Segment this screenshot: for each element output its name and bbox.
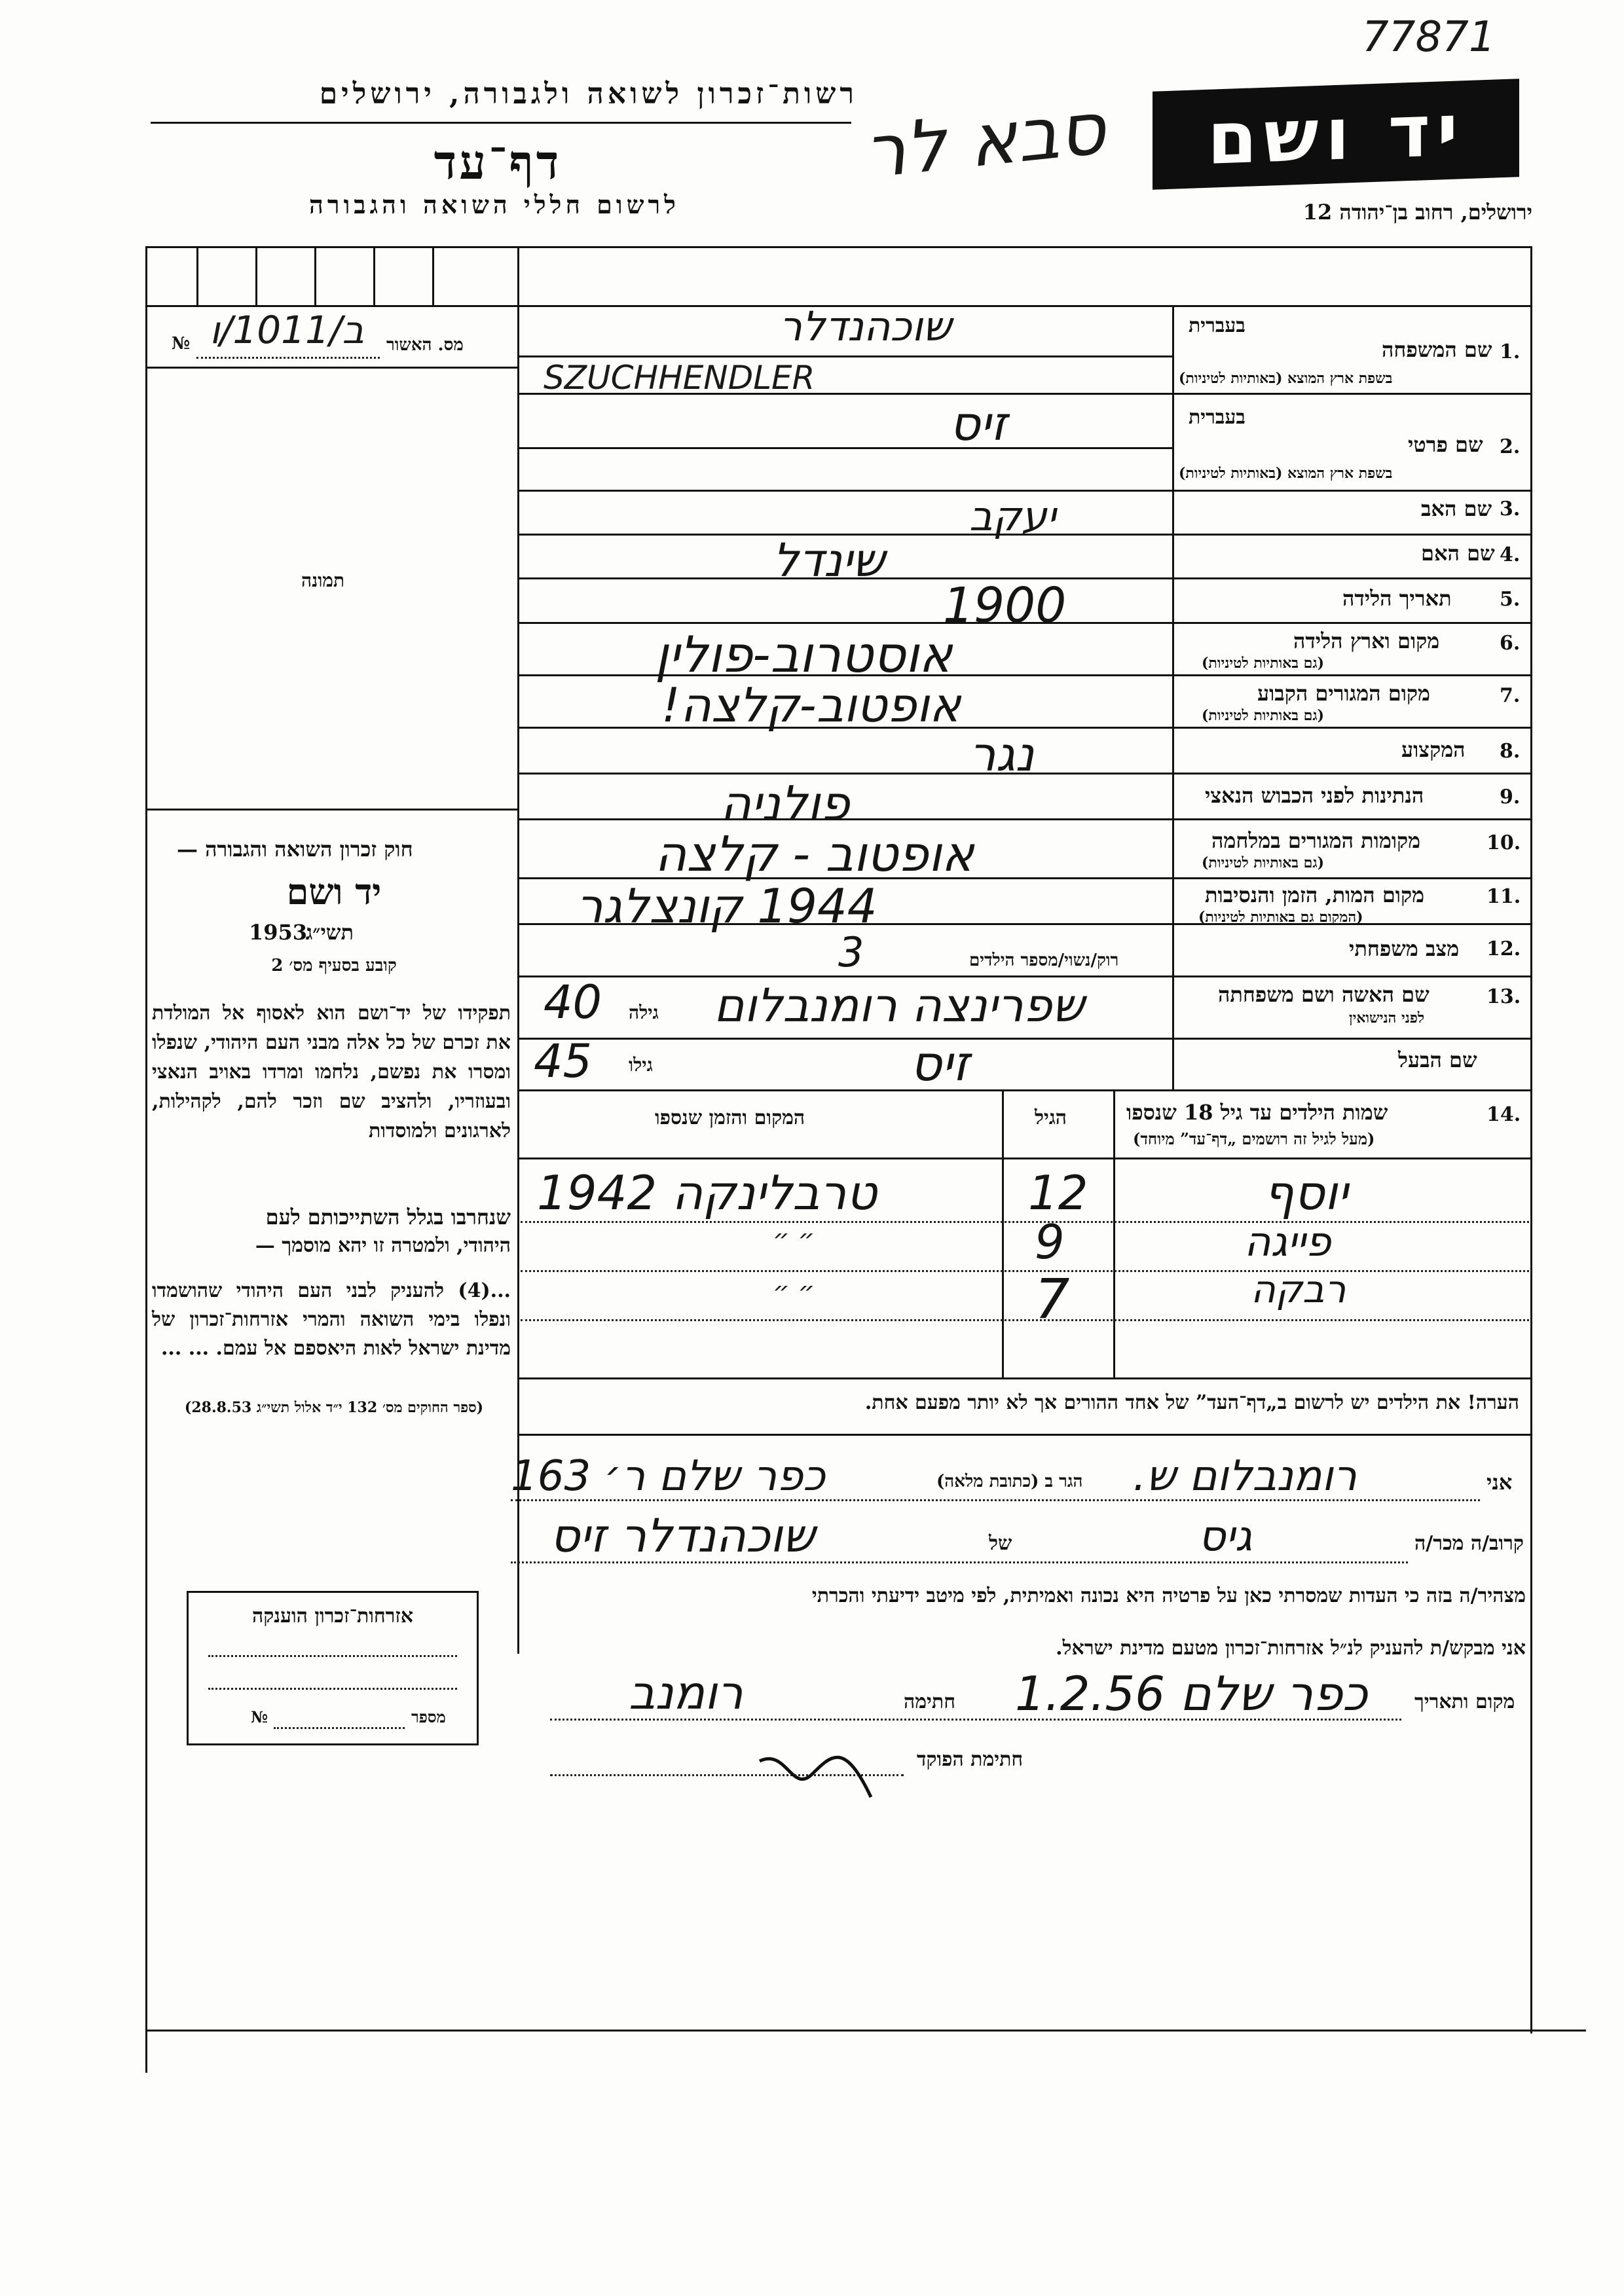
of-label: של	[989, 1532, 1012, 1555]
f11-sub: (המקום גם באותיות לטיניות)	[1198, 909, 1363, 926]
citizenship-no-mark: №	[251, 1707, 268, 1726]
f5-label: תאריך הלידה	[1342, 586, 1452, 611]
field-number: 14.	[1486, 1103, 1521, 1126]
org-underline	[151, 122, 851, 124]
place-date-value: כפר שלם 1.2.56	[1015, 1666, 1368, 1721]
f2-label: שם פרטי	[1408, 432, 1483, 457]
child-place: טרבלינקה 1942	[537, 1165, 877, 1220]
f10-label: מקומות המגורים במלחמה	[1211, 828, 1421, 853]
f7-sub: (גם באותיות לטיניות)	[1202, 707, 1325, 724]
frame-top	[145, 246, 1532, 248]
law-text-2: היהודי, ולמטרה זו יהא מוסמך —	[255, 1234, 511, 1257]
f2-sub: בשפת ארץ המוצא (באותיות לטיניות)	[1179, 465, 1393, 482]
f13-label: שם האשה ושם משפחתה	[1218, 982, 1430, 1007]
strip-cell	[432, 246, 434, 305]
address: ירושלים, רחוב בן־יהודה 12	[1302, 200, 1532, 225]
yad-vashem-logo	[1153, 79, 1519, 190]
law-text-3: ...(4) להעניק לבני העם היהודי שהושמדו ונפלו בימי השואה והמרי אזרחות־זכרון של מדינת ישראל לאות היאספם אל עמם. ... ...	[152, 1279, 511, 1360]
approval-no-mark: №	[172, 334, 191, 354]
child-place: ״ ״	[773, 1277, 815, 1307]
form-subtitle: לרשום חללי השואה והגבורה	[309, 190, 680, 219]
f1-label: שם המשפחה	[1382, 337, 1492, 362]
frame-bottom-line	[145, 2030, 1586, 2032]
law-clause: קובע בסעיף מס׳ 2	[271, 956, 397, 975]
approval-line	[145, 367, 519, 369]
strip-cell	[373, 246, 375, 305]
husband-value: זיס	[910, 1036, 970, 1092]
strip-cell	[255, 246, 257, 305]
col-place-header: המקום והזמן שנספו	[655, 1106, 805, 1129]
frame-right	[1530, 246, 1532, 2033]
child-age: 7	[1035, 1267, 1070, 1331]
place-date-label: מקום ותאריך	[1414, 1690, 1515, 1713]
f1-sub: בשפת ארץ המוצא (באותיות לטיניות)	[1179, 370, 1393, 387]
children-header-line	[517, 1157, 1530, 1159]
f12-label: מצב משפחתי	[1349, 936, 1460, 961]
field-number: 5.	[1500, 588, 1521, 611]
form-title: דף־עד	[434, 134, 562, 190]
children-row-dots	[521, 1221, 1529, 1223]
f6-value: אוסטרוב-פולין	[655, 625, 953, 683]
child-place: ״ ״	[773, 1224, 815, 1254]
decl-dots-1	[511, 1499, 1480, 1501]
field-number: 7.	[1500, 684, 1521, 707]
of-value: שוכהנדלר זיס	[550, 1509, 815, 1563]
law-name: יד ושם	[286, 871, 382, 913]
citizenship-dots-1	[208, 1655, 457, 1657]
f5-value: 1900	[943, 577, 1067, 634]
law-text-1: תפקידו של יד־ושם הוא לאסוף אל המולדת את זכרם של כל אלה מבני העם היהודי, שנפלו ומסרו את נפשם, נלחמו ומרדו באויב הנאצי ובעוזריו, ולהציב שם וזכר להם, לקהילות, לארגונים ולמוסדות	[152, 1002, 511, 1142]
photo-label: תמונה	[301, 570, 345, 591]
f1-value-heb: שוכהנדלר	[779, 302, 952, 350]
f9-label: הנתינות לפני הכבוש הנאצי	[1205, 783, 1424, 808]
note-top-line	[517, 1377, 1530, 1379]
law-source: (ספר החוקים מס׳ 132 י״ד אלול תשי״ג 28.8.53)	[184, 1399, 484, 1416]
field-number: 10.	[1486, 831, 1521, 854]
f4-value: שינדל	[773, 534, 885, 587]
f3-label: שם האב	[1421, 496, 1492, 521]
f1-heb: בעברית	[1189, 314, 1246, 337]
signature-label: חתימה	[904, 1690, 955, 1713]
citizenship-box	[187, 1591, 479, 1745]
f7-label: מקום המגורים הקבוע	[1257, 681, 1430, 706]
f13-sub: לפני הנישואין	[1349, 1010, 1425, 1027]
f13-age: 40	[544, 975, 602, 1029]
f2-heb: בעברית	[1189, 406, 1246, 429]
resides-label: הגר ב (כתובת מלאה)	[936, 1472, 1083, 1491]
note: הערה! את הילדים יש לרשום ב„דף־העד” של אחד ההורים אך לא יותר מפעם אחת.	[864, 1391, 1519, 1414]
f11-value: 1944 קונצלגר	[576, 879, 877, 934]
approval-dots	[196, 357, 380, 359]
margin-note: סבא לר	[860, 86, 1109, 194]
address-value: כפר שלם ר׳ 163	[511, 1452, 826, 1501]
photo-bottom-line	[145, 809, 519, 811]
child-age: 12	[1028, 1165, 1088, 1220]
child-age: 9	[1035, 1214, 1065, 1269]
citizenship-dots-3	[274, 1727, 405, 1729]
f8-label: המקצוע	[1401, 737, 1466, 762]
husband-label: שם הבעל	[1398, 1048, 1477, 1072]
husband-age-label: גילו	[629, 1054, 653, 1076]
row-line	[517, 355, 1172, 357]
f13-age-label: גילה	[629, 1002, 659, 1023]
f7-value: אופטוב-קלצה!	[661, 678, 961, 733]
signature-value: רומנב	[629, 1666, 743, 1720]
f12-inline: רוק/נשוי/מספר הילדים	[969, 951, 1119, 970]
children-divider-name	[1113, 1089, 1115, 1377]
field-number: 1.	[1500, 340, 1521, 363]
official-signature	[753, 1735, 884, 1807]
strip-cell	[314, 246, 316, 305]
decl-dots-2	[511, 1561, 1408, 1563]
label-divider	[1172, 305, 1174, 1089]
children-divider-age	[1002, 1089, 1004, 1377]
column-divider	[517, 246, 519, 1654]
f6-sub: (גם באותיות לטיניות)	[1202, 655, 1325, 672]
row-line	[517, 490, 1530, 492]
f12-value: 3	[838, 928, 864, 976]
husband-age: 45	[534, 1034, 593, 1088]
row-line	[517, 1089, 1530, 1091]
f2-value: זיס	[950, 396, 1007, 451]
field-number: 4.	[1500, 543, 1521, 566]
f10-sub: (גם באותיות לטיניות)	[1202, 854, 1325, 871]
field-number: 8.	[1500, 740, 1521, 763]
col-age-header: הגיל	[1035, 1106, 1067, 1129]
declaration: מצהיר/ה בזה כי העדות שמסרתי כאן על פרטיה היא נכונה ואמיתית, לפי מיטב ידיעתי והכרתי	[811, 1584, 1526, 1607]
child-name: פייגה	[1244, 1218, 1331, 1266]
citizenship-dots-2	[208, 1688, 457, 1690]
row-line	[517, 447, 1172, 449]
children-row-dots	[521, 1270, 1529, 1272]
f9-value: פולניה	[720, 776, 850, 831]
f4-label: שם האם	[1421, 541, 1495, 566]
f13-value: שפרינצה רומנבלום	[714, 979, 1084, 1032]
field-number: 11.	[1486, 885, 1521, 908]
field-number: 9.	[1500, 786, 1521, 809]
f3-value: יעקב	[969, 492, 1056, 540]
logo-text: יד ושם	[1207, 88, 1465, 181]
child-name: יוסף	[1264, 1165, 1348, 1220]
note-bottom-line	[517, 1434, 1530, 1436]
field-number: 2.	[1500, 435, 1521, 458]
row-line	[517, 975, 1530, 977]
decl-dots-3	[550, 1719, 1401, 1721]
request: אני מבקש/ת להעניק לנ״ל אזרחות־זכרון מטעם מדינת ישראל.	[1056, 1637, 1526, 1660]
relation-value: גיס	[1198, 1512, 1253, 1561]
approval-label: מס. האשור	[386, 335, 464, 355]
strip-cell	[196, 246, 198, 305]
approval-value: ב/1011/ו	[210, 308, 365, 352]
f6-label: מקום וארץ הלידה	[1293, 629, 1440, 653]
f11-label: מקום המות, הזמן והנסיבות	[1205, 883, 1425, 907]
f1-value-lat: SZUCHHENDLER	[544, 359, 815, 397]
org-line: רשות־זכרון לשואה ולגבורה, ירושלים	[319, 77, 858, 111]
frame-left	[145, 246, 147, 2073]
decl-ani: אני	[1486, 1470, 1513, 1495]
citizenship-box-title: אזרחות־זכרון הוענקה	[251, 1605, 414, 1628]
declarant-name: רומנבלום ש.	[1133, 1452, 1357, 1501]
citizenship-no-label: מספר	[411, 1707, 446, 1726]
official-label: חתימת הפוקד	[917, 1748, 1024, 1771]
law-year: 1953	[249, 920, 308, 945]
law-title: חוק זכרון השואה והגבורה —	[177, 837, 413, 862]
law-text-bold: שנחרבו בגלל השתייכותם לעם	[265, 1205, 511, 1230]
archive-number: 77871	[1362, 13, 1496, 62]
row-line	[517, 818, 1530, 820]
f10-value: אופטוב - קלצה	[655, 826, 974, 883]
children-row-dots	[521, 1319, 1529, 1321]
field-number: 6.	[1500, 632, 1521, 655]
children-sub: (מעל לגיל זה רושמים „דף־עד” מיוחד)	[1133, 1129, 1375, 1148]
field-number: 13.	[1486, 985, 1521, 1008]
f8-value: נגר	[969, 727, 1035, 782]
child-name: רבקה	[1251, 1267, 1346, 1311]
law-year-heb: תשי״ג	[305, 920, 354, 945]
row-line	[517, 1038, 1530, 1040]
field-number: 12.	[1486, 938, 1521, 960]
relative-label: קרוב/ה מכר/ה	[1414, 1532, 1524, 1555]
children-label: שמות הילדים עד גיל 18 שנספו	[1126, 1100, 1388, 1125]
field-number: 3.	[1500, 498, 1521, 520]
